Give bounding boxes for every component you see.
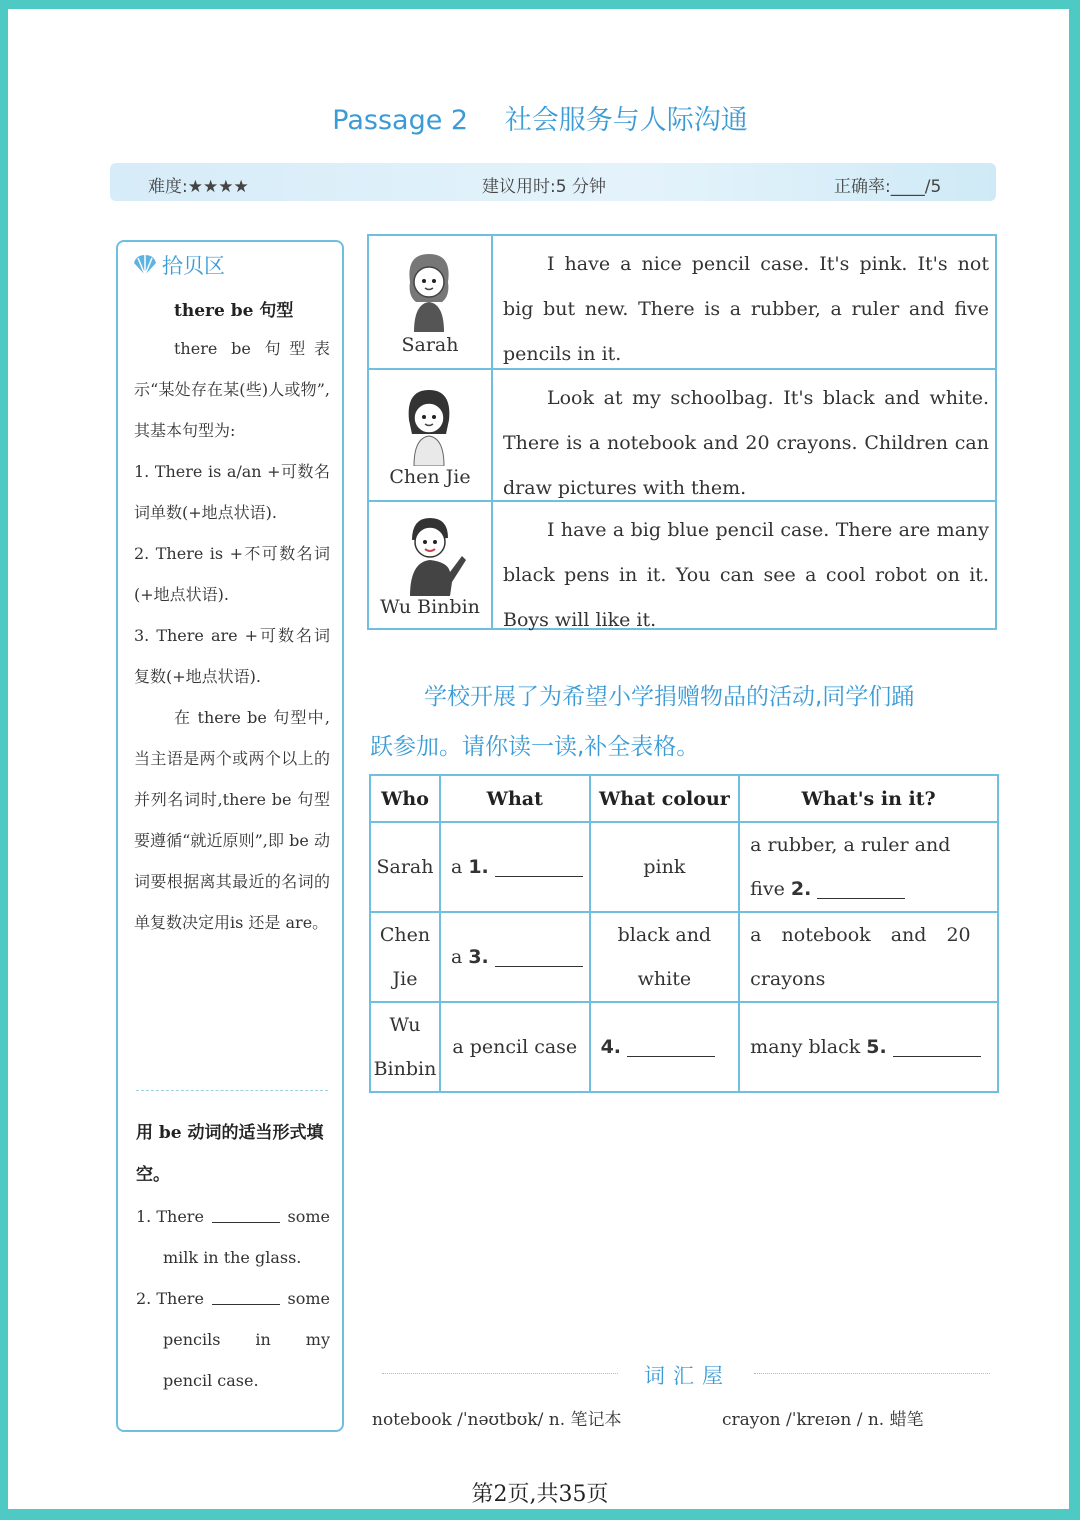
sidebar-title: 拾贝区 (162, 254, 225, 278)
cell-what: a 1. (440, 822, 590, 912)
passage-topic: 社会服务与人际沟通 (504, 105, 748, 136)
col-colour: What colour (590, 775, 740, 822)
answer-blank-5[interactable] (893, 1032, 981, 1057)
sarah-girl-icon (396, 246, 462, 332)
exercise-2 (136, 1278, 330, 1401)
answer-blank-1[interactable] (495, 852, 583, 877)
table-row (370, 1002, 998, 1092)
note-rule-2: 2. There is +不可数名词(+地点状语). (134, 544, 330, 604)
col-what: What (440, 775, 590, 822)
page-title (0, 98, 1080, 137)
ex2-start: 2. There (136, 1289, 204, 1308)
answer-blank-2[interactable] (817, 874, 905, 899)
difficulty: 难度:★★★★ (148, 177, 249, 197)
cell-contents: a rubber, a ruler and five 2. (739, 822, 998, 912)
passage-row-chenjie (369, 368, 995, 500)
sidebar (116, 240, 344, 1432)
note-proximity: 在 there be 句型中,当主语是两个或两个以上的并列名词时,there be 句型要遵循“就近原则”,即 be 动词要根据离其最近的名词的单复数决定用is 还是 are。 (134, 708, 330, 932)
exercise-1 (136, 1196, 330, 1278)
cell-who: Sarah (370, 822, 440, 912)
sidebar-heading (132, 250, 225, 280)
suggested-time: 建议用时:5 分钟 (482, 177, 606, 197)
ex2-blank[interactable] (212, 1278, 280, 1305)
cell-what: a pencil case (440, 1002, 590, 1092)
ex2-word-3: my (305, 1330, 330, 1349)
sarah-text: I have a nice pencil case. It's pink. It's not big but new. There is a rubber, a ruler and five pencils in it. (503, 253, 989, 365)
note-rule-1: 1. There is a/an +可数名词单数(+地点状语). (134, 462, 330, 522)
grammar-notes (134, 328, 330, 943)
cell-contents: many black 5. (739, 1002, 998, 1092)
sidebar-divider (136, 1090, 328, 1091)
shell-icon (132, 253, 158, 277)
cell-colour: pink (590, 822, 740, 912)
blank-number: 2. (790, 878, 812, 900)
chen-jie-text: Look at my schoolbag. It's black and white. There is a notebook and 20 crayons. Children can draw pictures with them. (503, 387, 989, 499)
ex2-mid: some (287, 1289, 330, 1308)
answer-blank-3[interactable] (495, 942, 583, 967)
cell-contents: a notebook and 20 crayons (739, 912, 998, 1002)
accuracy: 正确率:____/5 (834, 177, 942, 197)
chen-jie-name: Chen Jie (389, 466, 471, 488)
fill-table (369, 774, 999, 1093)
exercise-title: 用 be 动词的适当形式填空。 (136, 1123, 324, 1185)
ex1-start: 1. There (136, 1207, 204, 1226)
sarah-name: Sarah (401, 334, 459, 356)
passage-row-wubinbin (369, 500, 995, 630)
cell-colour: black and white (590, 912, 740, 1002)
ex1-blank[interactable] (212, 1196, 280, 1223)
instruction-line-2: 跃参加。请你读一读,补全表格。 (370, 734, 700, 760)
cell-what: a 3. (440, 912, 590, 1002)
ex2-word-1: pencils (163, 1330, 221, 1349)
passage-table (367, 234, 997, 630)
vocab-title: 词汇屋 (644, 1364, 731, 1388)
cell-colour (590, 1002, 740, 1092)
task-instruction (370, 672, 1000, 772)
note-intro: there be 句型表示“某处存在某(些)人或物”,其基本句型为: (134, 339, 330, 440)
passage-number: Passage 2 (332, 105, 469, 136)
ex2-end: pencil case. (163, 1371, 259, 1390)
ex1-mid: some (287, 1207, 330, 1226)
vocab-item-crayon: crayon /ˈkreɪən / n. 蜡笔 (722, 1410, 924, 1430)
sidebar-subtitle: there be 句型 (174, 301, 294, 321)
blank-number: 5. (866, 1036, 887, 1058)
chen-jie-girl-icon (396, 380, 462, 466)
cell-who: Wu Binbin (370, 1002, 440, 1092)
vocab-heading (382, 1358, 992, 1394)
table-row (370, 822, 998, 912)
col-contents: What's in it? (739, 775, 998, 822)
table-header-row (370, 775, 998, 822)
vocab-item-notebook: notebook /ˈnəʊtbʊk/ n. 笔记本 (372, 1410, 622, 1430)
wu-binbin-text: I have a big blue pencil case. There are many black pens in it. You can see a cool robot on it. Boys will like it. (503, 519, 989, 631)
ex1-end: milk in the glass. (163, 1248, 302, 1267)
col-who: Who (370, 775, 440, 822)
instruction-line-1: 学校开展了为希望小学捐赠物品的活动,同学们踊 (424, 684, 915, 710)
passage-row-sarah (369, 236, 995, 368)
answer-blank-4[interactable] (627, 1032, 715, 1057)
wu-binbin-boy-icon (396, 512, 468, 596)
blank-number: 1. (468, 856, 489, 878)
table-row (370, 912, 998, 1002)
note-rule-3: 3. There are +可数名词复数(+地点状语). (134, 626, 330, 686)
page-footer: 第2页,共35页 (471, 1482, 609, 1507)
info-bar (110, 163, 996, 201)
wu-binbin-name: Wu Binbin (380, 596, 480, 618)
blank-number: 3. (468, 946, 489, 968)
ex2-word-2: in (255, 1330, 271, 1349)
cell-who: Chen Jie (370, 912, 440, 1002)
blank-number: 4. (600, 1036, 622, 1058)
